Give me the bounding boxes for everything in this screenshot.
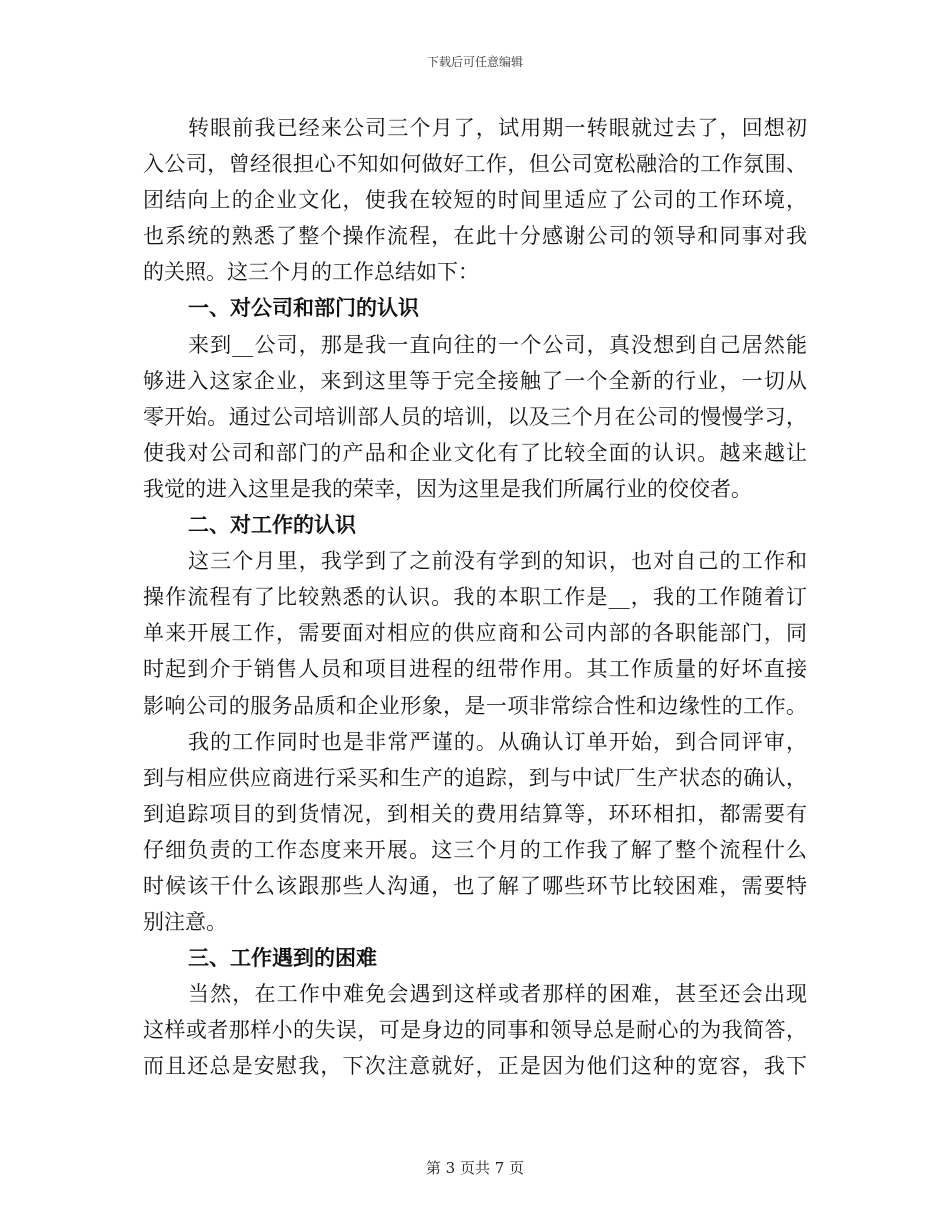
paragraph-line: 时起到介于销售人员和项目进程的纽带作用。其工作质量的好坏直接 (143, 657, 807, 682)
paragraph-line: 这样或者那样小的失误，可是身边的同事和领导总是耐心的为我简答， (143, 1018, 807, 1043)
paragraph-line: 影响公司的服务品质和企业形象，是一项非常综合性和边缘性的工作。 (143, 693, 807, 718)
paragraph-line: 单来开展工作，需要面对相应的供应商和公司内部的各职能部门，同 (143, 621, 807, 646)
section-heading: 一、对公司和部门的认识 (188, 295, 419, 321)
paragraph-line: 我的工作同时也是非常严谨的。从确认订单开始，到合同评审， (188, 729, 807, 754)
paragraph-line: 的关照。这三个月的工作总结如下： (143, 260, 479, 285)
paragraph-line: 到追踪项目的到货情况，到相关的费用结算等，环环相扣，都需要有 (143, 801, 807, 826)
section-heading: 三、工作遇到的困难 (188, 945, 377, 971)
page-header: 下载后可任意编辑 (426, 55, 523, 69)
paragraph-line: 到与相应供应商进行采买和生产的追踪，到与中试厂生产状态的确认， (143, 765, 807, 790)
paragraph-line: 别注意。 (143, 910, 227, 935)
paragraph-line: 团结向上的企业文化，使我在较短的时间里适应了公司的工作环境， (143, 188, 807, 213)
paragraph-line: 够进入这家企业，来到这里等于完全接触了一个全新的行业，一切从 (143, 368, 807, 393)
paragraph-line: 仔细负责的工作态度来开展。这三个月的工作我了解了整个流程什么 (143, 837, 807, 862)
paragraph-line: 使我对公司和部门的产品和企业文化有了比较全面的认识。越来越让 (143, 440, 807, 465)
paragraph-line: 入公司，曾经很担心不知如何做好工作，但公司宽松融洽的工作氛围、 (143, 152, 807, 177)
paragraph-line: 这三个月里，我学到了之前没有学到的知识，也对自己的工作和 (188, 549, 807, 574)
paragraph-line: 而且还总是安慰我，下次注意就好，正是因为他们这种的宽容，我下 (143, 1054, 807, 1079)
section-heading: 二、对工作的认识 (188, 512, 356, 538)
document-body (143, 110, 807, 1085)
paragraph-line: 我觉的进入这里是我的荣幸，因为这里是我们所属行业的佼佼者。 (143, 476, 752, 501)
paragraph-line: 当然，在工作中难免会遇到这样或者那样的困难，甚至还会出现 (188, 982, 807, 1007)
paragraph-line: 也系统的熟悉了整个操作流程，在此十分感谢公司的领导和同事对我 (143, 224, 807, 249)
paragraph-line: 来到__公司，那是我一直向往的一个公司，真没想到自己居然能 (188, 332, 807, 357)
paragraph-line: 零开始。通过公司培训部人员的培训，以及三个月在公司的慢慢学习， (143, 404, 807, 429)
paragraph-line: 转眼前我已经来公司三个月了，试用期一转眼就过去了，回想初 (188, 116, 807, 140)
paragraph-line: 时候该干什么该跟那些人沟通，也了解了哪些环节比较困难，需要特 (143, 873, 807, 898)
paragraph-line: 操作流程有了比较熟悉的认识。我的本职工作是__，我的工作随着订 (143, 585, 807, 610)
page-footer: 第 3 页共 7 页 (425, 1159, 525, 1177)
